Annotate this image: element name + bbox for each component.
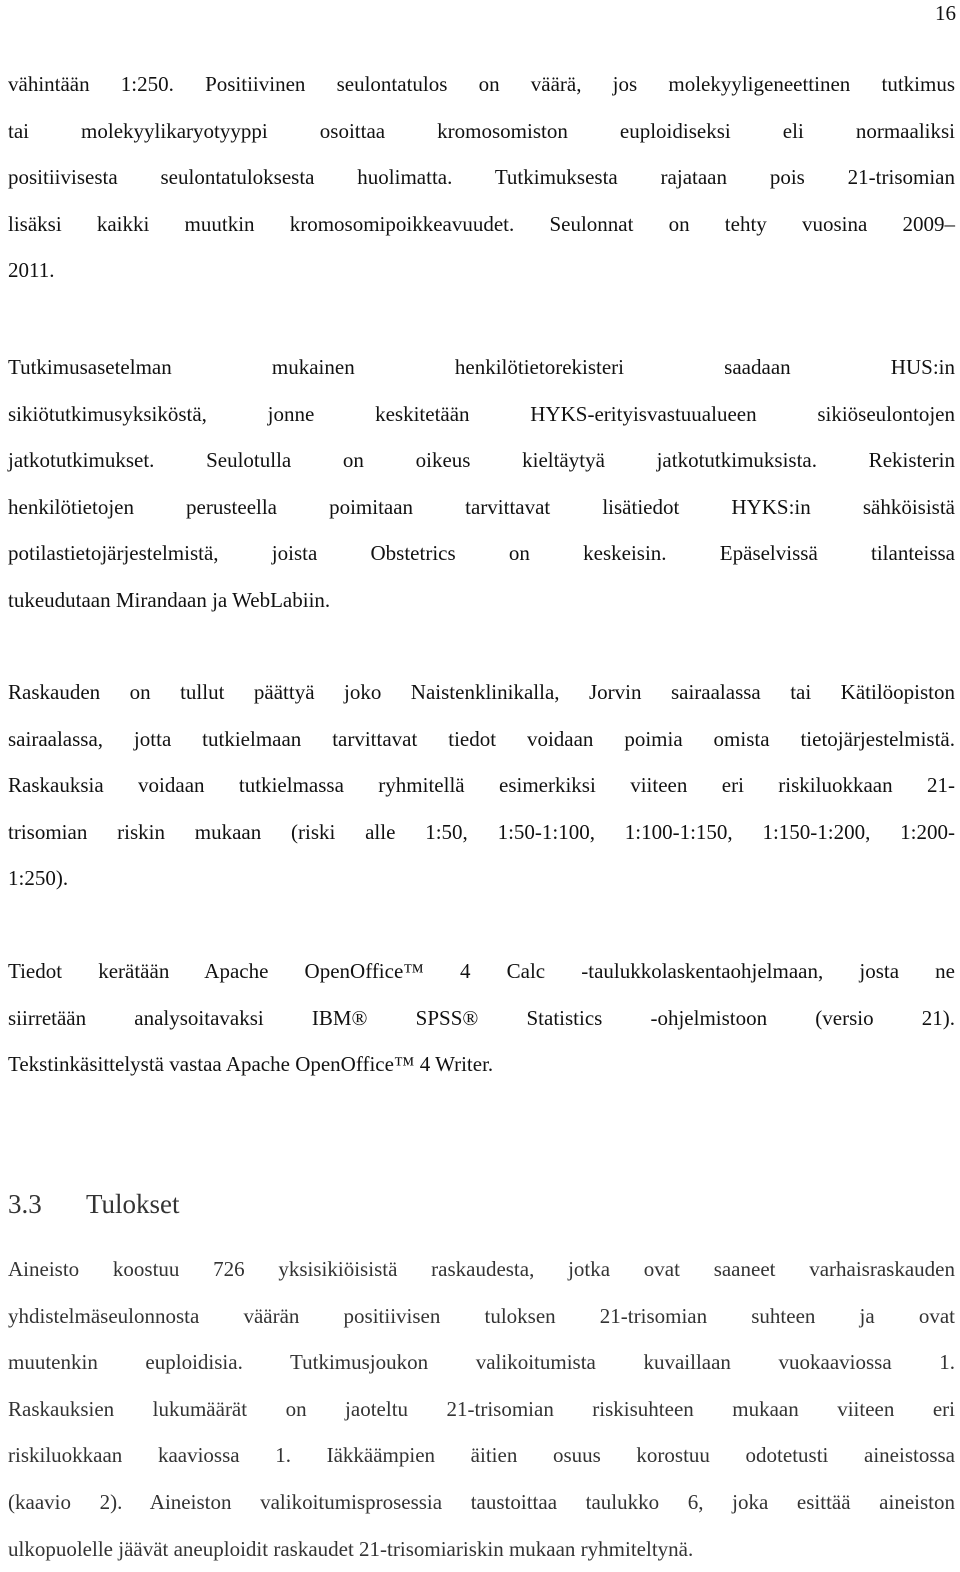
paragraph-line: Raskauden on tullut päättyä joko Naistenklinikalla, Jorvin sairaalassa tai Kätilöopiston <box>8 680 955 704</box>
paragraph-line: sairaalassa, jotta tutkielmaan tarvittavat tiedot voidaan poimia omista tietojärjestelmistä. <box>8 726 955 751</box>
paragraph-1 <box>8 61 955 294</box>
paragraph-line: jatkotutkimukset. Seulotulla on oikeus kieltäytyä jatkotutkimuksista. Rekisterin <box>8 448 955 473</box>
paragraph-line: riskiluokkaan kaaviossa 1. Iäkkäämpien äitien osuus korostuu odotetusti aineistossa <box>8 1443 955 1468</box>
paragraph-line: 2011. <box>8 258 55 283</box>
paragraph-line: yhdistelmäseulonnosta väärän positiivisen tuloksen 21-trisomian suhteen ja ovat <box>8 1303 955 1328</box>
paragraph-line: potilastietojärjestelmistä, joista Obstetrics on keskeisin. Epäselvissä tilanteissa <box>8 541 955 566</box>
paragraph-line: (kaavio 2). Aineiston valikoitumisprosessia taustoittaa taulukko 6, joka esittää aineiston <box>8 1489 955 1514</box>
paragraph-line: 1:250). <box>8 866 69 891</box>
paragraph-line: siirretään analysoitavaksi IBM® SPSS® Statistics -ohjelmistoon (versio 21). <box>8 1005 955 1030</box>
paragraph-3 <box>8 669 955 902</box>
paragraph-line: muutenkin euploidisia. Tutkimusjoukon valikoitumista kuvaillaan vuokaaviossa 1. <box>8 1350 955 1375</box>
section-title: Tulokset <box>86 1189 180 1219</box>
paragraph-line: henkilötietojen perusteella poimitaan tarvittavat lisätiedot HYKS:in sähköisistä <box>8 494 955 519</box>
paragraph-line: tai molekyylikaryotyyppi osoittaa kromosomiston euploidiseksi eli normaaliksi <box>8 118 955 143</box>
paragraph-line: Tekstinkäsittelystä vastaa Apache OpenOffice™ 4 Writer. <box>8 1052 494 1077</box>
paragraph-line: lisäksi kaikki muutkin kromosomipoikkeavuudet. Seulonnat on tehty vuosina 2009– <box>8 211 955 236</box>
paragraph-line: Raskauksien lukumäärät on jaoteltu 21-trisomian riskisuhteen mukaan viiteen eri <box>8 1396 955 1421</box>
paragraph-line: Aineisto koostuu 726 yksisikiöisistä raskaudesta, jotka ovat saaneet varhaisraskauden <box>8 1257 955 1281</box>
paragraph-line: vähintään 1:250. Positiivinen seulontatulos on väärä, jos molekyyligeneettinen tutkimus <box>8 72 955 96</box>
page-number: 16 <box>935 1 956 25</box>
paragraph-5 <box>8 1246 955 1572</box>
paragraph-line: positiivisesta seulontatuloksesta huolimatta. Tutkimuksesta rajataan pois 21-trisomian <box>8 165 955 190</box>
paragraph-line: sikiötutkimusyksiköstä, jonne keskitetään HYKS-erityisvastuualueen sikiöseulontojen <box>8 401 955 426</box>
paragraph-line: Tutkimusasetelman mukainen henkilötietorekisteri saadaan HUS:in <box>8 355 955 379</box>
paragraph-line: tukeudutaan Mirandaan ja WebLabiin. <box>8 587 331 612</box>
paragraph-line: Tiedot kerätään Apache OpenOffice™ 4 Calc -taulukkolaskentaohjelmaan, josta ne <box>8 959 955 983</box>
section-heading <box>8 1184 180 1224</box>
paragraph-4 <box>8 948 955 1088</box>
paragraph-line: ulkopuolelle jäävät aneuploidit raskaudet 21-trisomiariskin mukaan ryhmiteltynä. <box>8 1536 694 1561</box>
section-number: 3.3 <box>8 1189 42 1219</box>
paragraph-line: Raskauksia voidaan tutkielmassa ryhmitellä esimerkiksi viiteen eri riskiluokkaan 21- <box>8 773 955 798</box>
paragraph-2 <box>8 344 955 624</box>
paragraph-line: trisomian riskin mukaan (riski alle 1:50, 1:50-1:100, 1:100-1:150, 1:150-1:200, 1:200- <box>8 819 955 844</box>
